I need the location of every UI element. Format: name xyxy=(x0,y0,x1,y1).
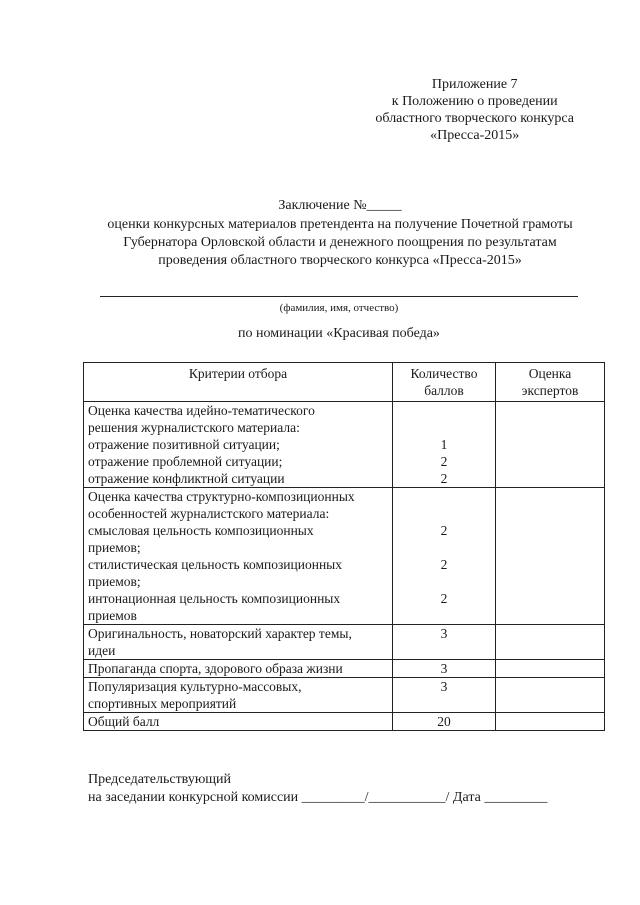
appendix-header xyxy=(375,76,574,144)
criteria-cell xyxy=(84,402,393,488)
points-value: 2 xyxy=(440,471,448,486)
criteria-cell xyxy=(84,488,393,625)
points-spacer xyxy=(397,695,491,712)
experts-cell[interactable] xyxy=(496,660,605,678)
points-spacer xyxy=(397,642,491,659)
points-spacer xyxy=(397,488,491,505)
header-criteria-label: Критерии отбора xyxy=(188,366,288,381)
header-experts xyxy=(496,363,605,402)
criteria-line: Оценка качества идейно-тематического xyxy=(88,403,315,418)
points-value: 3 xyxy=(440,626,448,641)
conclusion-title: Заключение №_____ xyxy=(278,198,402,213)
criteria-line: отражение конфликтной ситуации xyxy=(88,471,285,486)
points-cell xyxy=(393,402,496,488)
points-cell xyxy=(393,625,496,660)
points-cell xyxy=(393,488,496,625)
conclusion-heading xyxy=(60,197,620,270)
experts-cell[interactable] xyxy=(496,488,605,625)
criteria-line: Популяризация культурно-массовых, xyxy=(88,679,302,694)
criteria-line: приемов xyxy=(88,608,137,623)
header-points-line-2: баллов xyxy=(424,383,464,398)
signature-block xyxy=(88,771,547,807)
fio-label: (фамилия, имя, отчество) xyxy=(279,302,399,314)
points-spacer xyxy=(397,573,491,590)
criteria-cell xyxy=(84,713,393,731)
points-cell xyxy=(393,660,496,678)
criteria-line: отражение проблемной ситуации; xyxy=(88,454,283,469)
criteria-line: особенностей журналистского материала: xyxy=(88,506,330,521)
criteria-line: Оценка качества структурно-композиционных xyxy=(88,489,355,504)
fio-underline xyxy=(100,296,578,297)
criteria-cell xyxy=(84,678,393,713)
criteria-line: стилистическая цельность композиционных xyxy=(88,557,342,572)
appendix-line-3: областного творческого конкурса xyxy=(375,111,574,126)
header-experts-line-1: Оценка xyxy=(528,366,572,381)
table-row xyxy=(84,660,605,678)
criteria-line: смысловая цельность композиционных xyxy=(88,523,314,538)
points-value: 2 xyxy=(440,454,448,469)
criteria-line: интонационная цельность композиционных xyxy=(88,591,341,606)
criteria-line: спортивных мероприятий xyxy=(88,696,237,711)
nomination-text: по номинации «Красивая победа» xyxy=(238,326,440,341)
points-value: 3 xyxy=(440,679,448,694)
appendix-line-2: к Положению о проведении xyxy=(391,94,558,109)
criteria-line: Оригинальность, новаторский характер темы, xyxy=(88,626,352,641)
points-value: 2 xyxy=(440,557,448,572)
criteria-cell xyxy=(84,625,393,660)
signature-line-2: на заседании конкурсной комиссии _________/___________/ Дата _________ xyxy=(88,790,548,805)
points-value: 3 xyxy=(440,661,448,676)
criteria-line: Общий балл xyxy=(88,714,160,729)
criteria-line: идеи xyxy=(88,643,116,658)
header-experts-line-2: экспертов xyxy=(521,383,579,398)
points-value: 2 xyxy=(440,523,448,538)
table-row xyxy=(84,402,605,488)
table-header-row xyxy=(84,363,605,402)
conclusion-line-1: оценки конкурсных материалов претендента на получение Почетной грамоты xyxy=(107,217,573,232)
table-row xyxy=(84,678,605,713)
criteria-cell xyxy=(84,660,393,678)
points-spacer xyxy=(397,402,491,419)
criteria-table-body xyxy=(84,402,605,731)
table-row xyxy=(84,625,605,660)
experts-cell[interactable] xyxy=(496,402,605,488)
criteria-table xyxy=(83,362,605,731)
points-spacer xyxy=(397,607,491,624)
header-criteria xyxy=(84,363,393,402)
header-points xyxy=(393,363,496,402)
experts-cell[interactable] xyxy=(496,678,605,713)
points-value: 20 xyxy=(437,714,451,729)
criteria-line: Пропаганда спорта, здорового образа жизни xyxy=(88,661,343,676)
experts-cell[interactable] xyxy=(496,713,605,731)
criteria-line: приемов; xyxy=(88,540,141,555)
criteria-line: приемов; xyxy=(88,574,141,589)
points-spacer xyxy=(397,419,491,436)
points-cell xyxy=(393,713,496,731)
appendix-line-4: «Пресса-2015» xyxy=(430,128,520,143)
table-row xyxy=(84,713,605,731)
points-cell xyxy=(393,678,496,713)
experts-cell[interactable] xyxy=(496,625,605,660)
points-value: 2 xyxy=(440,591,448,606)
table-row xyxy=(84,488,605,625)
appendix-line-1: Приложение 7 xyxy=(431,77,518,92)
criteria-line: отражение позитивной ситуации; xyxy=(88,437,280,452)
criteria-line: решения журналистского материала: xyxy=(88,420,300,435)
conclusion-line-2: Губернатора Орловской области и денежного поощрения по результатам xyxy=(123,235,557,250)
header-points-line-1: Количество xyxy=(410,366,478,381)
points-value: 1 xyxy=(440,437,448,452)
signature-line-1: Председательствующий xyxy=(88,772,232,787)
points-spacer xyxy=(397,539,491,556)
points-spacer xyxy=(397,505,491,522)
conclusion-line-3: проведения областного творческого конкурса «Пресса-2015» xyxy=(158,253,522,268)
